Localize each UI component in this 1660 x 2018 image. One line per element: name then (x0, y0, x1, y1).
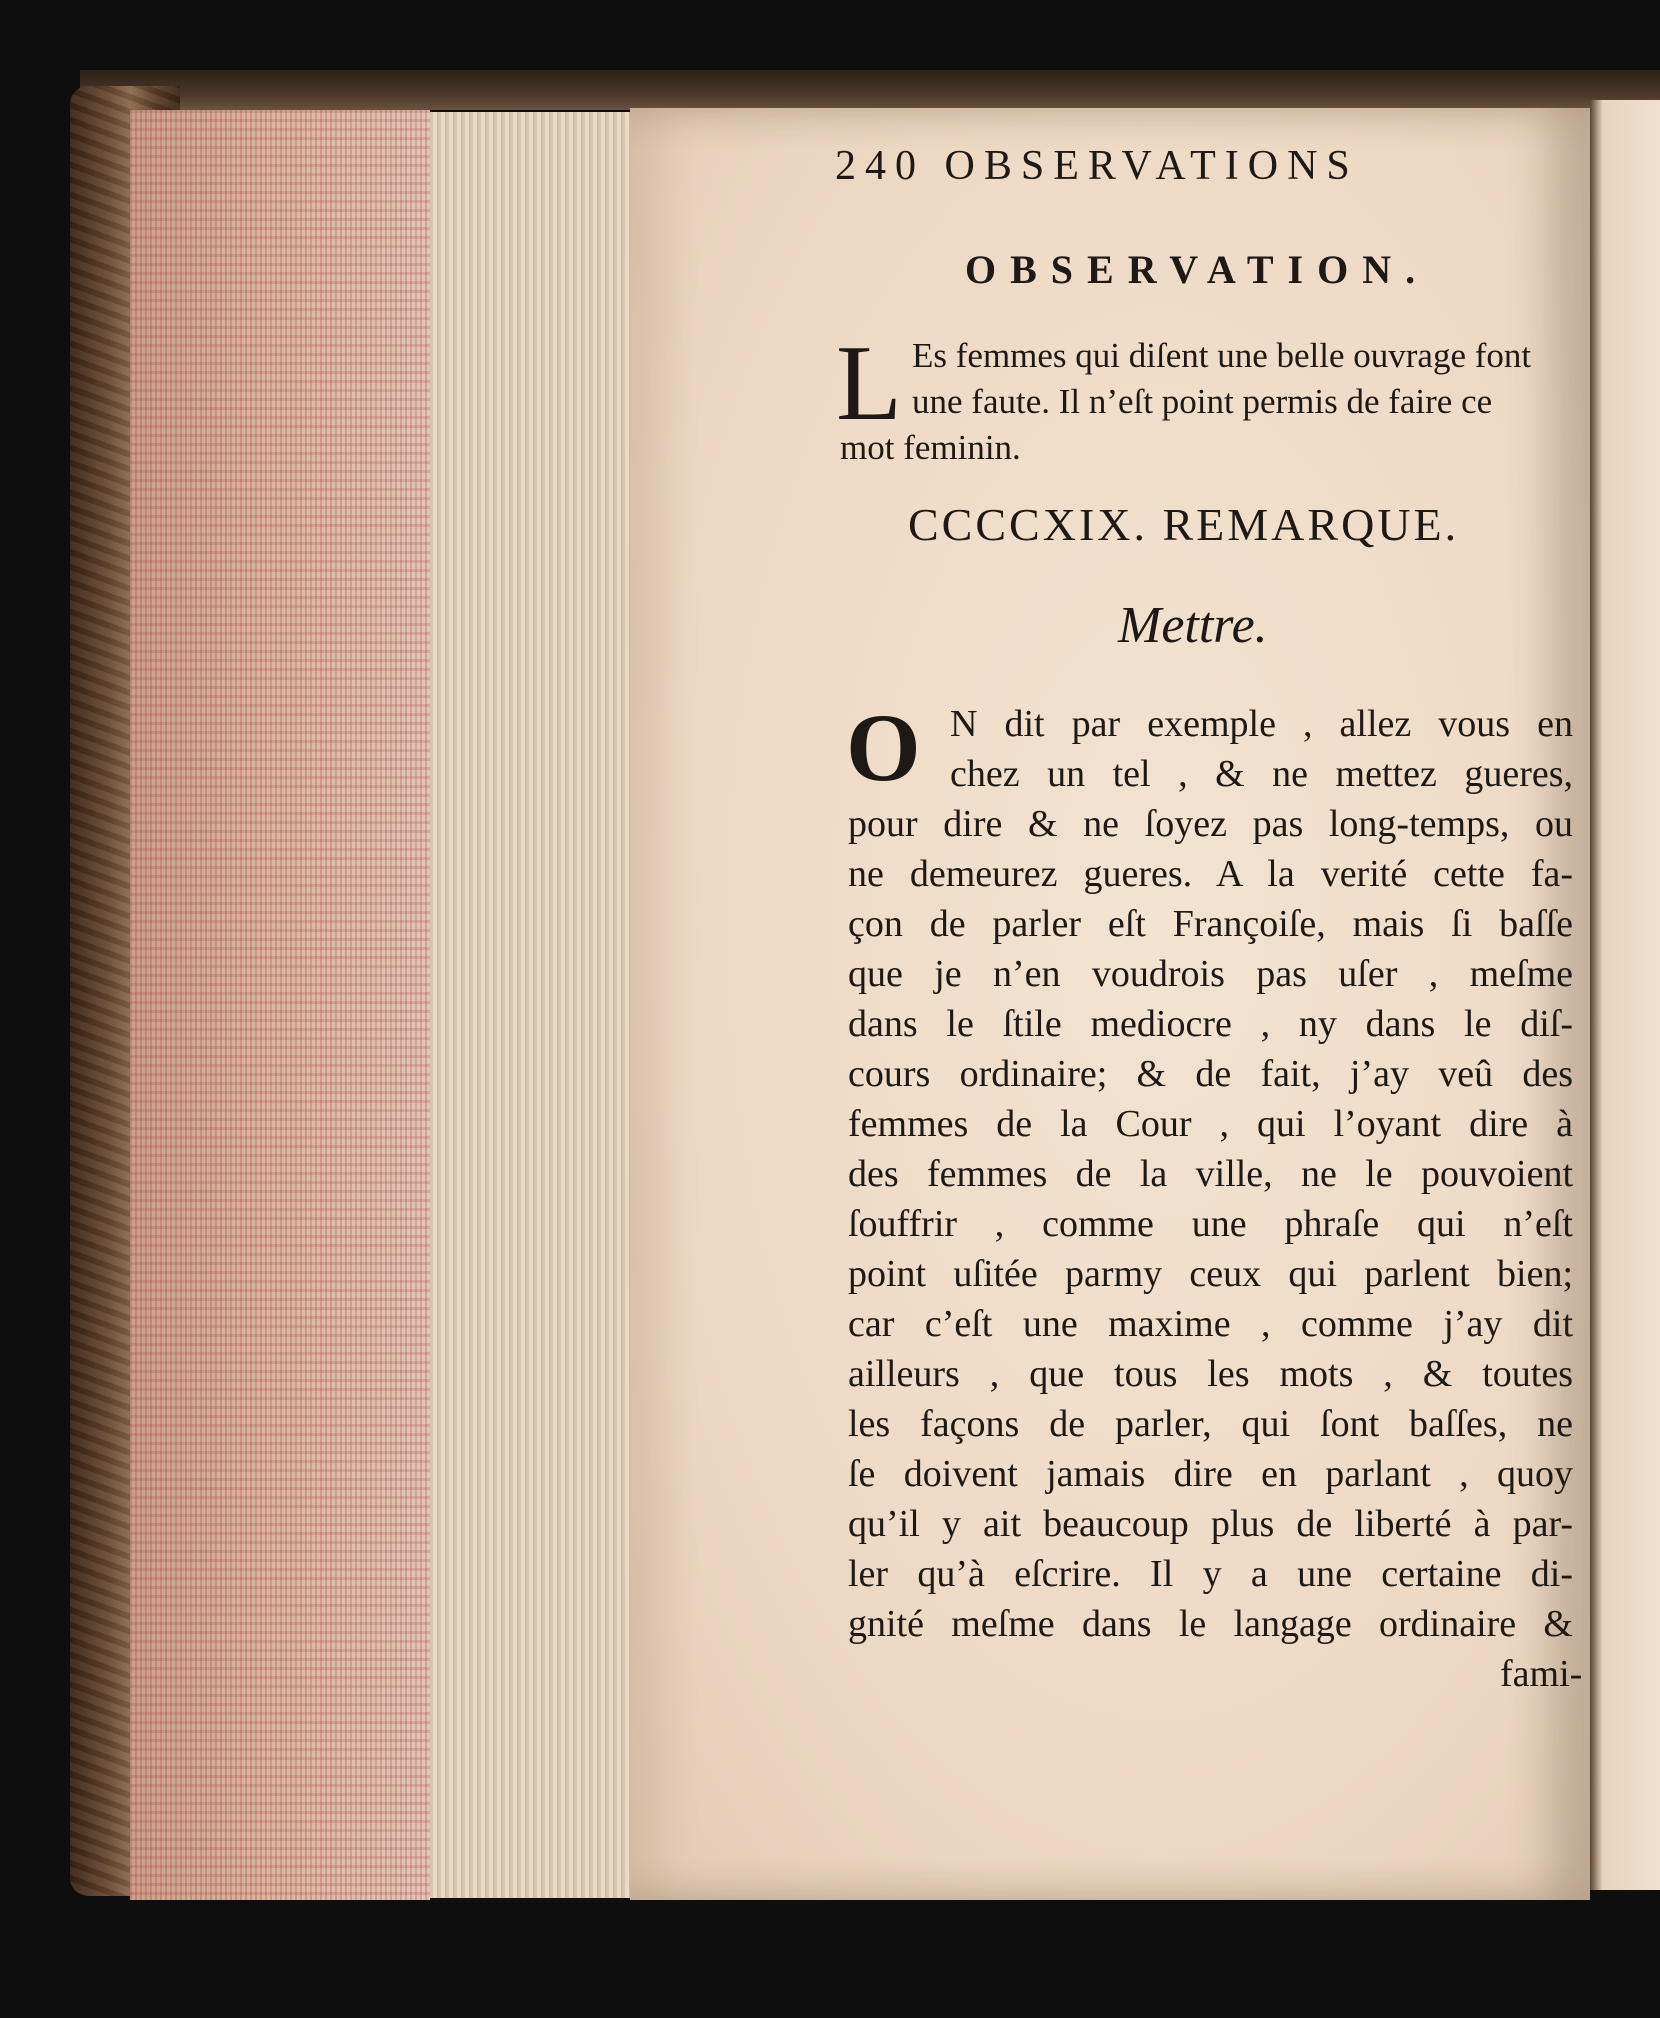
remarque-title: CCCCXIX. REMARQUE. (908, 499, 1460, 550)
drop-cap-l: L (836, 324, 902, 443)
body-line: ſouffrir , comme une phraſe qui n’eſt (848, 1203, 1573, 1245)
running-header: 240 OBSERVATIONS (835, 143, 1359, 189)
page-block-edge (130, 110, 430, 1900)
stacked-leaves (430, 112, 640, 1898)
body-line: qu’il y ait beaucoup plus de liberté à par- (848, 1503, 1573, 1545)
body-line: pour dire & ne ſoyez pas long-temps, ou (848, 803, 1573, 845)
observation-line: mot feminin. (840, 428, 1021, 467)
body-line: çon de parler eſt Françoiſe, mais ſi baſſe (848, 903, 1573, 945)
book-top-edge (80, 70, 1660, 110)
catchword: fami- (1500, 1653, 1583, 1695)
body-line: dans le ſtile mediocre , ny dans le diſ- (848, 1003, 1573, 1045)
body-line: des femmes de la ville, ne le pouvoient (848, 1153, 1573, 1195)
body-line: les façons de parler, qui ſont baſſes, ne (848, 1403, 1573, 1445)
body-line: N dit par exemple , allez vous en (950, 703, 1573, 745)
body-line: ler qu’à eſcrire. Il y a une certaine di- (848, 1553, 1573, 1595)
observation-line: une faute. Il n’eſt point permis de faire ce (912, 382, 1493, 421)
facing-page (1590, 100, 1660, 1890)
body-line: cours ordinaire; & de fait, j’ay veû des (848, 1053, 1573, 1095)
observation-line: Es femmes qui diſent une belle ouvrage font (912, 336, 1532, 375)
observation-title: OBSERVATION. (965, 247, 1430, 292)
body-line: ailleurs , que tous les mots , & toutes (848, 1353, 1573, 1395)
remarque-subtitle: Mettre. (1118, 597, 1268, 654)
drop-cap-o: O (846, 694, 921, 801)
body-line: femmes de la Cour , qui l’oyant dire à (848, 1103, 1573, 1145)
body-line: ne demeurez gueres. A la verité cette fa- (848, 853, 1573, 895)
body-line: point uſitée parmy ceux qui parlent bien; (848, 1253, 1573, 1295)
body-line: car c’eſt une maxime , comme j’ay dit (848, 1303, 1573, 1345)
body-line: gnité meſme dans le langage ordinaire & (848, 1603, 1573, 1645)
body-line: chez un tel , & ne mettez gueres, (950, 753, 1573, 795)
body-line: que je n’en voudrois pas uſer , meſme (848, 953, 1573, 995)
body-line: ſe doivent jamais dire en parlant , quoy (848, 1453, 1573, 1495)
